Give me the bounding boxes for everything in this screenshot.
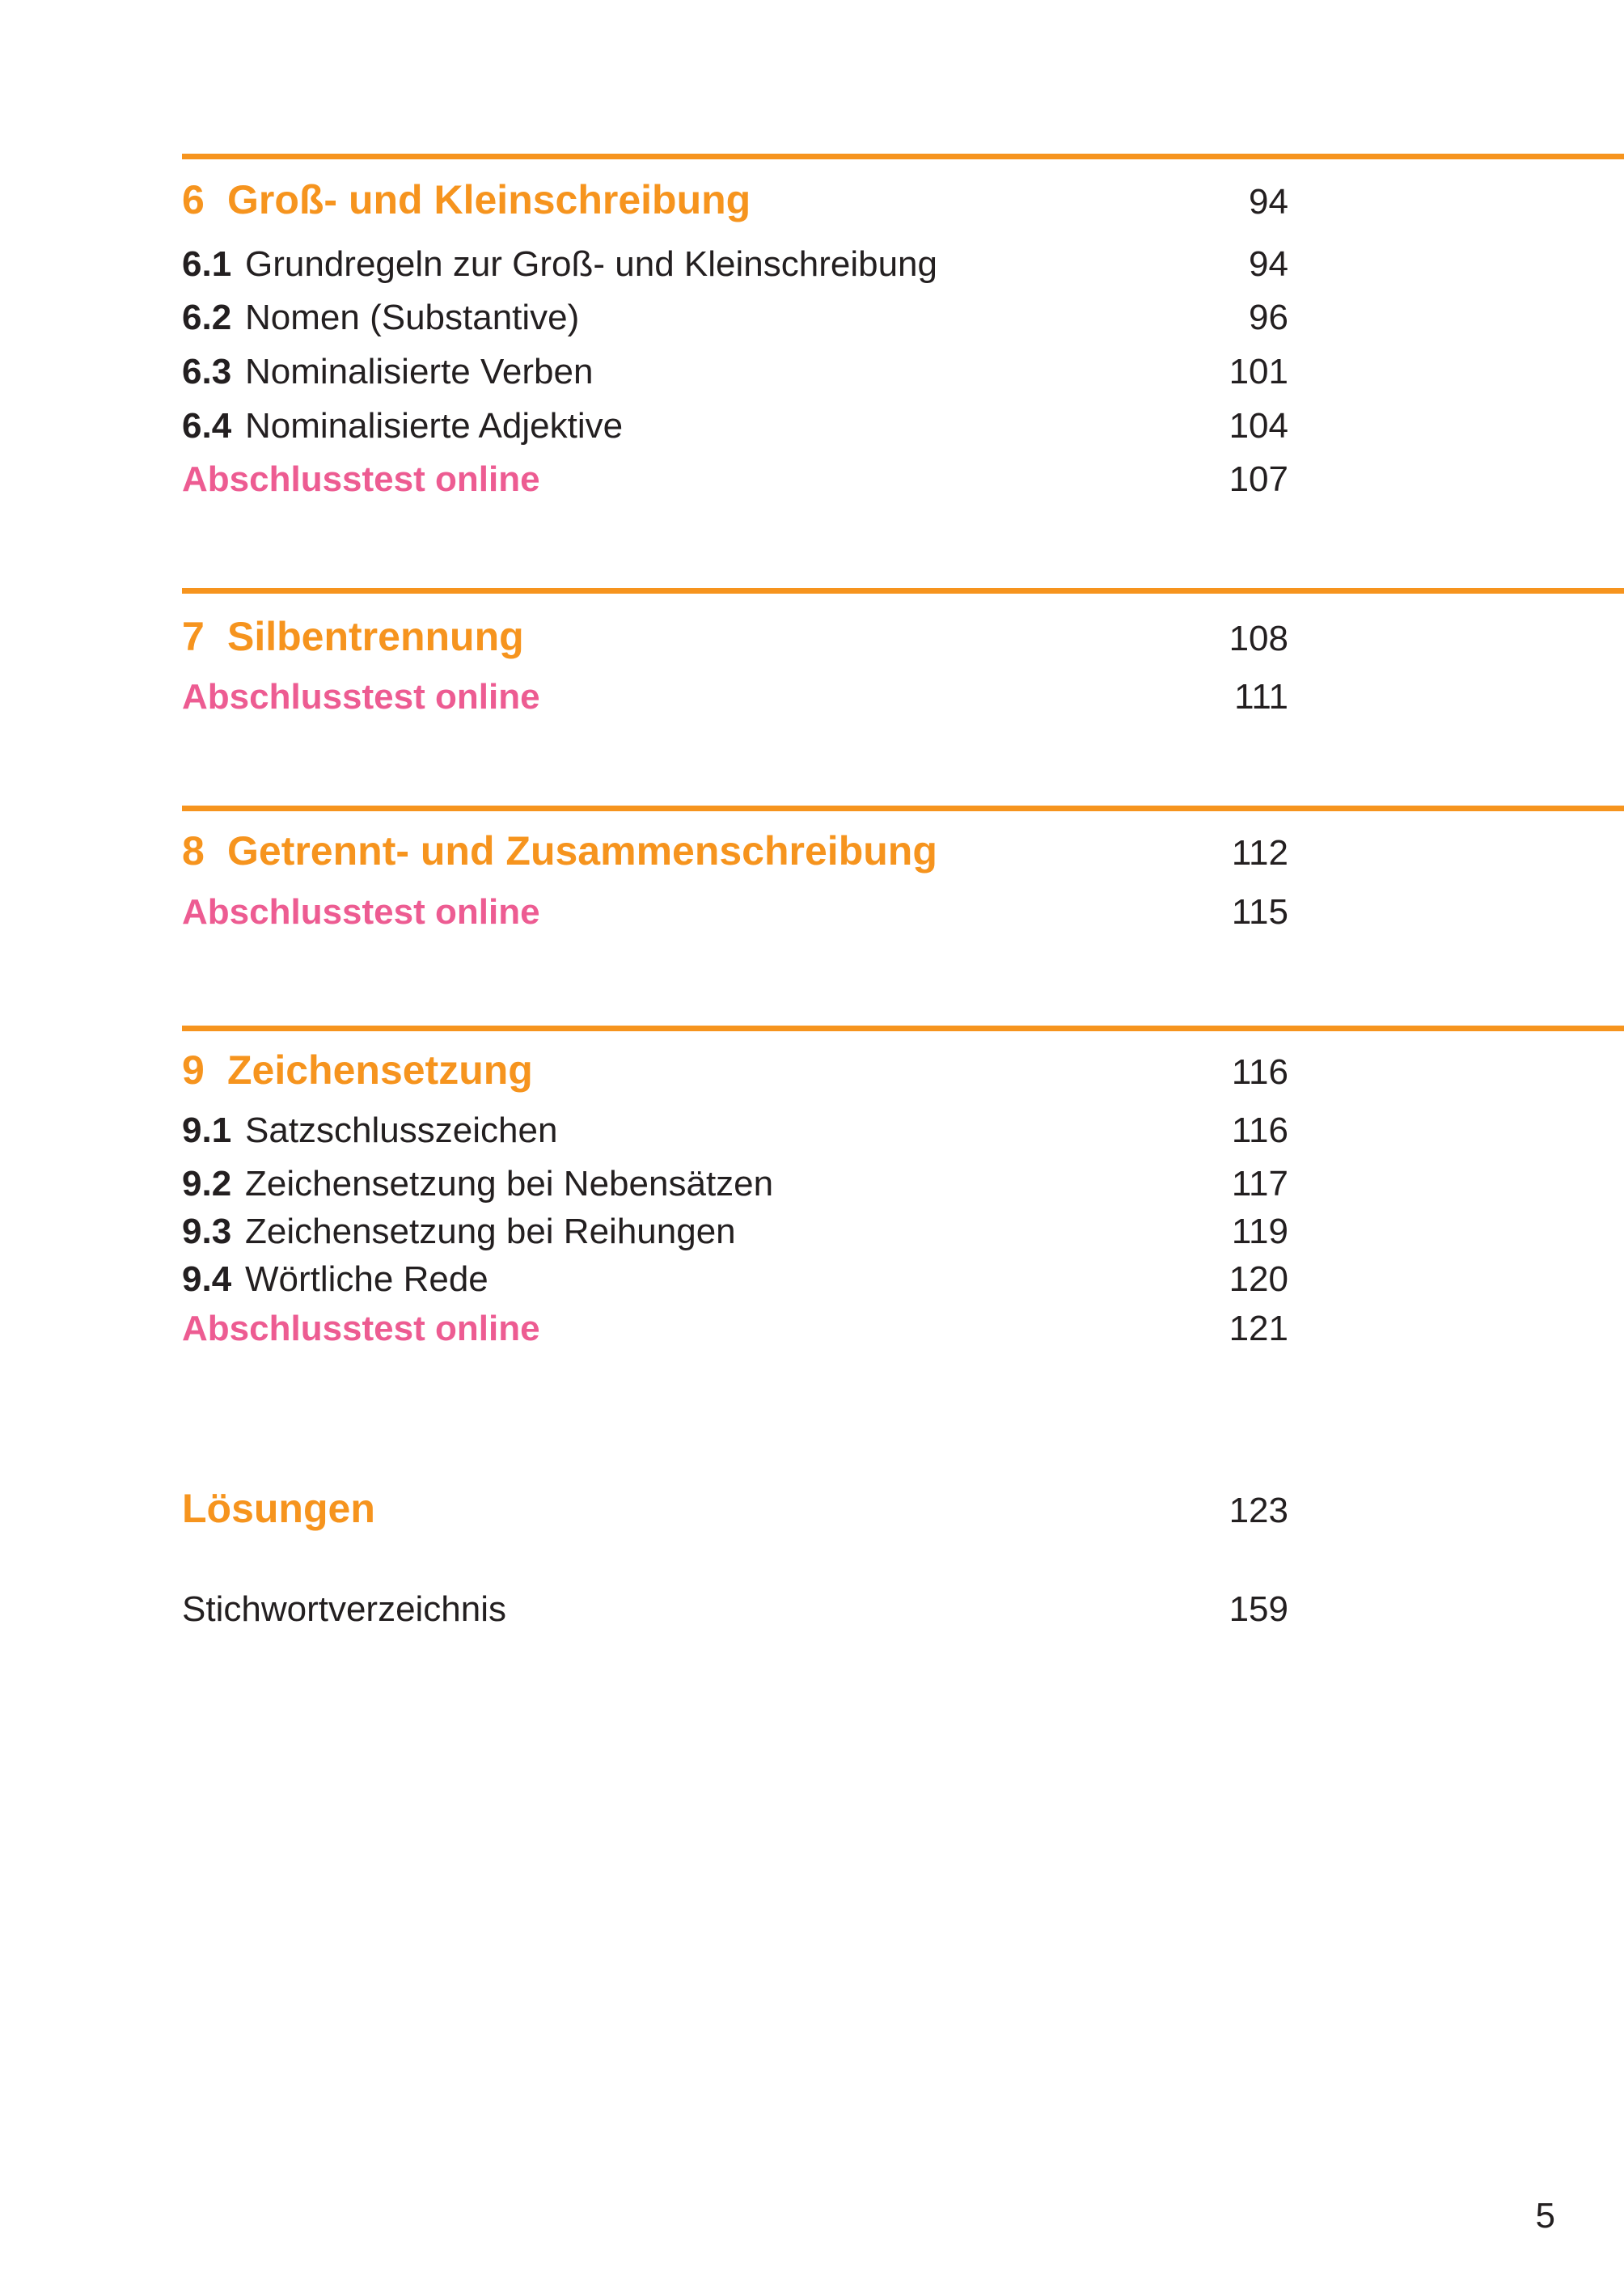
item-page-number: 104 <box>1229 406 1288 446</box>
item-title: Zeichensetzung bei Nebensätzen <box>245 1164 774 1204</box>
toc-item-row <box>182 1157 1288 1211</box>
item-number: 6.1 <box>182 244 232 284</box>
toc-item-row <box>182 1253 1288 1306</box>
item-title: Nomen (Substantive) <box>245 298 580 337</box>
chapter-7-heading-row <box>182 610 1288 666</box>
abschlusstest-row <box>182 1302 1288 1356</box>
chapter-number: 7 <box>182 614 205 659</box>
item-page-number: 116 <box>1231 1111 1288 1150</box>
loesungen-row <box>182 1482 1288 1538</box>
abschlusstest-row <box>182 453 1288 506</box>
item-page-number: 94 <box>1249 244 1288 284</box>
chapter-number: 9 <box>182 1047 205 1093</box>
item-number: 6.3 <box>182 352 232 391</box>
item-page-number: 120 <box>1229 1259 1288 1299</box>
abschlusstest-label: Abschlusstest online <box>182 1309 540 1348</box>
abschlusstest-page-number: 115 <box>1231 892 1288 932</box>
toc-item-row <box>182 238 1288 291</box>
abschlusstest-label: Abschlusstest online <box>182 677 540 717</box>
chapter-number: 8 <box>182 828 205 874</box>
stichwortverzeichnis-page-number: 159 <box>1229 1589 1288 1629</box>
item-number: 9.4 <box>182 1259 232 1299</box>
item-number: 6.2 <box>182 298 232 337</box>
item-title: Satzschlusszeichen <box>245 1111 558 1150</box>
chapter-page-number: 108 <box>1229 619 1288 658</box>
item-title: Nominalisierte Verben <box>245 352 594 391</box>
item-title: Grundregeln zur Groß- und Kleinschreibung <box>245 244 938 284</box>
section-divider <box>182 588 1624 594</box>
item-number: 9.3 <box>182 1212 232 1251</box>
item-page-number: 96 <box>1249 298 1288 337</box>
item-title: Nominalisierte Adjektive <box>245 406 624 446</box>
chapter-page-number: 94 <box>1249 182 1288 222</box>
chapter-number: 6 <box>182 177 205 222</box>
loesungen-label: Lösungen <box>182 1486 375 1531</box>
chapter-title: Silbentrennung <box>227 614 524 659</box>
chapter-8-heading-row <box>182 824 1288 880</box>
page-folio: 5 <box>1535 2196 1555 2236</box>
loesungen-page-number: 123 <box>1229 1491 1288 1530</box>
item-page-number: 119 <box>1231 1212 1288 1251</box>
stichwortverzeichnis-label: Stichwortverzeichnis <box>182 1589 507 1629</box>
section-divider <box>182 1026 1624 1031</box>
item-number: 9.2 <box>182 1164 232 1204</box>
chapter-page-number: 112 <box>1231 833 1288 873</box>
toc-item-row <box>182 1205 1288 1259</box>
chapter-page-number: 116 <box>1231 1052 1288 1092</box>
abschlusstest-page-number: 111 <box>1234 677 1288 717</box>
item-number: 9.1 <box>182 1111 232 1150</box>
abschlusstest-page-number: 107 <box>1229 459 1288 499</box>
item-page-number: 117 <box>1231 1164 1288 1204</box>
abschlusstest-row <box>182 886 1288 939</box>
section-divider <box>182 806 1624 811</box>
item-number: 6.4 <box>182 406 232 446</box>
toc-item-row <box>182 1104 1288 1157</box>
chapter-9-heading-row <box>182 1043 1288 1099</box>
section-divider <box>182 154 1624 159</box>
toc-item-row <box>182 400 1288 453</box>
toc-item-row <box>182 291 1288 345</box>
abschlusstest-page-number: 121 <box>1229 1309 1288 1348</box>
stichwortverzeichnis-row <box>182 1583 1288 1636</box>
chapter-6-heading-row <box>182 173 1288 229</box>
item-title: Wörtliche Rede <box>245 1259 488 1299</box>
chapter-title: Zeichensetzung <box>227 1047 533 1093</box>
chapter-title: Getrennt- und Zusammenschreibung <box>227 828 937 874</box>
item-page-number: 101 <box>1229 352 1288 391</box>
abschlusstest-label: Abschlusstest online <box>182 459 540 499</box>
abschlusstest-label: Abschlusstest online <box>182 892 540 932</box>
item-title: Zeichensetzung bei Reihungen <box>245 1212 736 1251</box>
abschlusstest-row <box>182 671 1288 724</box>
chapter-title: Groß- und Kleinschreibung <box>227 177 751 222</box>
toc-item-row <box>182 345 1288 399</box>
